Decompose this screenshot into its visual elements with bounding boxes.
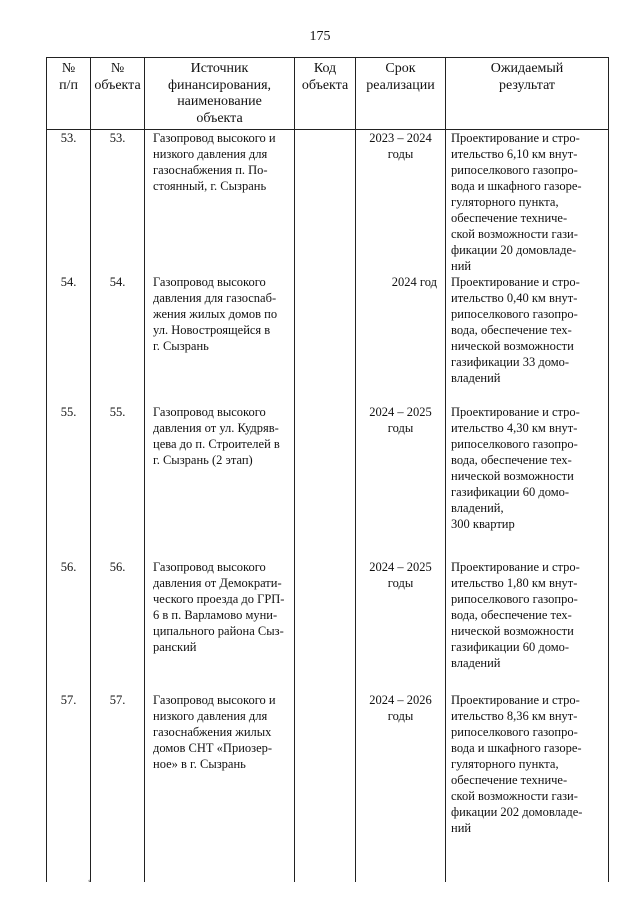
row-code [295,274,356,404]
row-code [295,130,356,275]
header-result: Ожидаемый результат [446,58,609,130]
row-result: Проектирование и стро- ительство 1,80 км внут- рипоселкового газопро- вода, обеспечение тех- нической возможности газификации 60 домо- владений [446,559,609,692]
row-source: Газопровод высокого и низкого давления для газоснабжения п. По- стоянный, г. Сызрань [145,130,295,275]
scan-mark: ˛ [88,872,92,883]
table-row [47,130,609,275]
table-row [47,404,609,559]
row-num: 55. [47,404,91,559]
table-row [47,692,609,882]
row-num: 57. [47,692,91,882]
table-row [47,274,609,404]
table-row [47,559,609,692]
row-term: 2024 – 2026 годы [356,692,446,882]
row-num: 54. [47,274,91,404]
row-num: 56. [47,559,91,692]
table-header-row [47,58,609,130]
row-term: 2023 – 2024 годы [356,130,446,275]
row-code [295,559,356,692]
row-source: Газопровод высокого давления от ул. Кудряв- цева до п. Строителей в г. Сызрань (2 этап) [145,404,295,559]
row-term: 2024 – 2025 годы [356,404,446,559]
row-num: 53. [47,130,91,275]
row-object-number: 57. [91,692,145,882]
projects-table [46,57,609,882]
row-code [295,692,356,882]
row-source: Газопровод высокого давления от Демократи- ческого проезда до ГРП- 6 в п. Варламово муни- ципального района Сыз- ранский [145,559,295,692]
row-source: Газопровод высокого давления для газосnаб- жения жилых домов по ул. Новостроящейся в г. Сызрань [145,274,295,404]
row-code [295,404,356,559]
row-object-number: 53. [91,130,145,275]
row-object-number: 55. [91,404,145,559]
header-code: Код объекта [295,58,356,130]
row-result: Проектирование и стро- ительство 0,40 км внут- рипоселкового газопро- вода, обеспечение тех- нической возможности газификации 33 домо- владений [446,274,609,404]
row-result: Проектирование и стро- ительство 8,36 км внут- рипоселкового газопро- вода и шкафного газоре- гуляторного пункта, обеспечение техниче- ской возможности гази- фикации 202 домовладе- ний [446,692,609,882]
header-source: Источник финансирования, наименование объекта [145,58,295,130]
page-number: 175 [309,29,331,44]
row-object-number: 54. [91,274,145,404]
row-result: Проектирование и стро- ительство 4,30 км внут- рипоселкового газопро- вода, обеспечение тех- нической возможности газификации 60 домо- владений, 300 квартир [446,404,609,559]
row-term: 2024 – 2025 годы [356,559,446,692]
header-term: Срок реализации [356,58,446,130]
row-result: Проектирование и стро- ительство 6,10 км внут- рипоселкового газопро- вода и шкафного газоре- гуляторного пункта, обеспечение техниче- ской возможности гази- фикации 20 домовладе- ний [446,130,609,275]
header-num: № п/п [47,58,91,130]
row-term: 2024 год [356,274,446,404]
row-source: Газопровод высокого и низкого давления для газоснабжения жилых домов СНТ «Приозер- ное» в г. Сызрань [145,692,295,882]
row-object-number: 56. [91,559,145,692]
header-object-number: № объекта [91,58,145,130]
